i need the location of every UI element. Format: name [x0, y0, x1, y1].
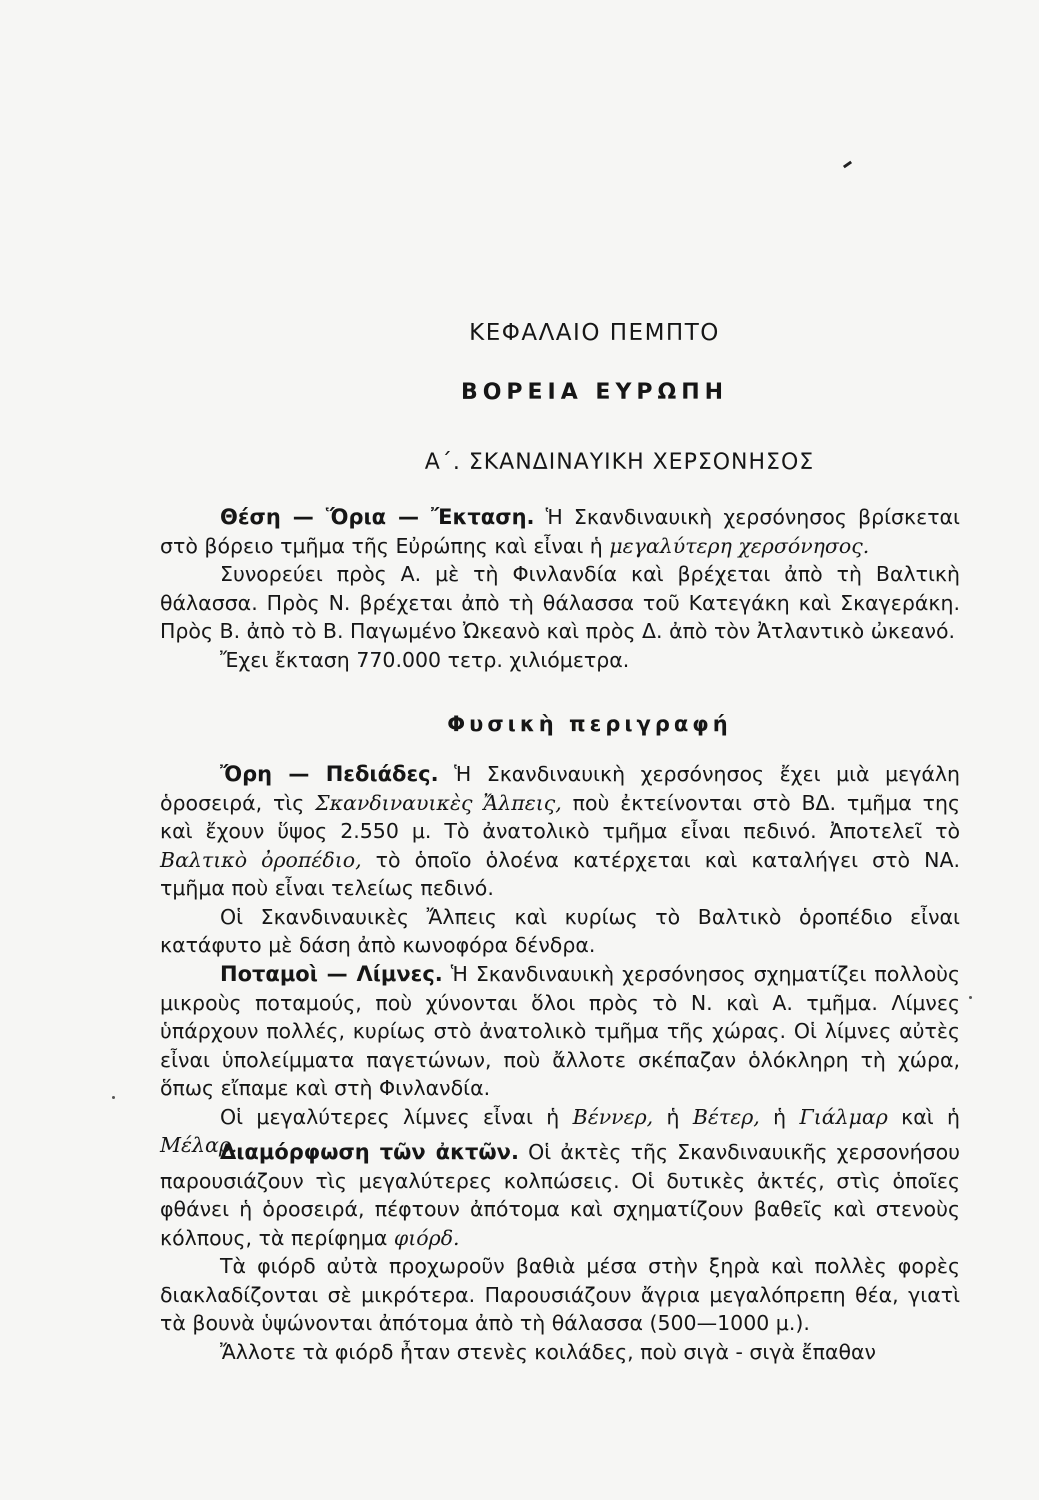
chapter-title: ΚΕΦΑΛΑΙΟ ΠΕΜΠΤΟ: [469, 320, 720, 346]
mountains-section: [160, 760, 960, 960]
emphasis-text: Σκανδιναυικὲς Ἄλπεις,: [315, 790, 562, 815]
paragraph-heading: Διαμόρφωση τῶν ἀκτῶν.: [220, 1140, 519, 1164]
paragraph: Ἔχει ἔκταση 770.000 τετρ. χιλιόμετρα.: [220, 647, 630, 672]
paragraph: [160, 503, 960, 560]
ink-dot: [969, 996, 972, 999]
subsection-heading: Φυσικὴ περιγραφή: [447, 712, 732, 736]
emphasis-text: φιόρδ.: [393, 1225, 460, 1250]
lake-name: Βέννερ,: [572, 1104, 654, 1129]
paragraph-text: καὶ ἡ: [887, 1104, 960, 1129]
paragraph-heading: Θέση — Ὅρια — Ἔκταση.: [220, 505, 535, 529]
emphasis-text: μεγαλύτερη χερσόνησος.: [609, 533, 870, 558]
part-title: ΒΟΡΕΙΑ ΕΥΡΩΠΗ: [460, 380, 729, 405]
paragraph: Συνορεύει πρὸς Α. μὲ τὴ Φινλανδία καὶ βρέχεται ἀπὸ τὴ Βαλτικὴ θάλασσα. Πρὸς Ν. βρέχεται ἀπὸ τὴ θάλασσα τοῦ Κατεγάκη καὶ Σκαγεράκη. Πρὸς Β. ἀπὸ τὸ Β. Παγωμένο Ὠκεανὸ καὶ πρὸς Δ. ἀπὸ τὸν Ἀτλαντικὸ ὠκεανό.: [160, 562, 960, 643]
emphasis-text: Βαλτικὸ ὀροπέδιο,: [160, 847, 362, 872]
coasts-section: [160, 1138, 960, 1366]
paragraph-text: ἡ: [653, 1104, 693, 1129]
paragraph-text: Οἱ ἀκτὲς τῆς Σκανδιναυικῆς χερσονήσου παρουσιάζουν τὶς μεγαλύτερες κολπώσεις. Οἱ δυτικὲς ἀκτές, στὶς ὁποῖες φθάνει ἡ ὁροσειρά, πέφτουν ἀπότομα καὶ σχηματίζουν βαθεῖς καὶ στενοὺς κόλπους, τὰ περίφημα: [160, 1140, 960, 1250]
paragraph-text: τὸ ὁποῖο ὁλοένα κατέρχεται καὶ καταλήγει στὸ ΝΑ. τμῆμα ποὺ εἶναι τελείως πεδινό.: [160, 847, 961, 900]
paragraph-text: Οἱ μεγαλύτερες λίμνες εἶναι ἡ: [220, 1104, 573, 1129]
ink-dot: [112, 1096, 115, 1099]
position-section: [160, 503, 960, 674]
lake-name: Βέτερ,: [692, 1104, 760, 1129]
paragraph-text: Ἡ Σκανδιναυικὴ χερσόνησος σχηματίζει πολλοὺς μικροὺς ποταμούς, ποὺ χύνονται ὅλοι πρὸς τὸ Ν. καὶ Α. τμῆμα. Λίμνες ὑπάρχουν πολλές, κυρίως στὸ ἀνατολικὸ τμῆμα τῆς χώρας. Οἱ λίμνες αὐτὲς εἶναι ὑπολείμματα παγετώνων, ποὺ ἄλλοτε σκέπαζαν ὁλόκληρη τὴ χώρα, ὅπως εἴπαμε καὶ στὴ Φινλανδία.: [160, 962, 961, 1100]
lake-name: Γιάλμαρ: [799, 1104, 888, 1129]
paragraph-heading: Ποταμοὶ — Λίμνες.: [220, 962, 443, 986]
paragraph: Τὰ φιόρδ αὐτὰ προχωροῦν βαθιὰ μέσα στὴν ξηρὰ καὶ πολλὲς φορὲς διακλαδίζονται σὲ μικρότερα. Παρουσιάζουν ἄγρια μεγαλόπρεπη θέα, γιατὶ τὰ βουνὰ ὑψώνονται ἀπότομα ἀπὸ τὴ θάλασσα (500—1000 μ.).: [160, 1254, 960, 1335]
paragraph-heading: Ὄρη — Πεδιάδες.: [220, 762, 439, 786]
paragraph-text: Ἡ Σκανδιναυικὴ χερσόνησος ἔχει μιὰ μεγάλη ὁροσειρά, τὶς: [160, 762, 960, 815]
paragraph: Οἱ Σκανδιναυικὲς Ἄλπεις καὶ κυρίως τὸ Βαλτικὸ ὁροπέδιο εἶναι κατάφυτο μὲ δάση ἀπὸ κωνοφόρα δένδρα.: [160, 904, 960, 957]
rivers-section: [160, 960, 960, 1160]
paragraph: Ἄλλοτε τὰ φιόρδ ἦταν στενὲς κοιλάδες, ποὺ σιγὰ - σιγὰ ἔπαθαν: [220, 1339, 876, 1364]
section-title: Α΄. ΣΚΑΝΔΙΝΑΥΙΚΗ ΧΕΡΣΟΝΗΣΟΣ: [424, 450, 815, 475]
paragraph: [160, 1138, 960, 1252]
paragraph-text: ποὺ ἐκτείνονται στὸ ΒΔ. τμῆμα της καὶ ἔχουν ὕψος 2.550 μ. Τὸ ἀνατολικὸ τμῆμα εἶναι πεδινό. Ἀποτελεῖ τὸ: [160, 790, 960, 843]
paragraph-text: ἡ: [759, 1104, 800, 1129]
paragraph: [160, 760, 960, 903]
paragraph: [160, 960, 960, 1103]
ink-mark: [843, 161, 852, 169]
lake-name: Μέλαρ.: [160, 1133, 238, 1157]
paragraph-text: Ἡ Σκανδιναυικὴ χερσόνησος βρίσκεται στὸ βόρειο τμῆμα τῆς Εὐρώπης καὶ εἶναι ἡ: [160, 505, 960, 558]
